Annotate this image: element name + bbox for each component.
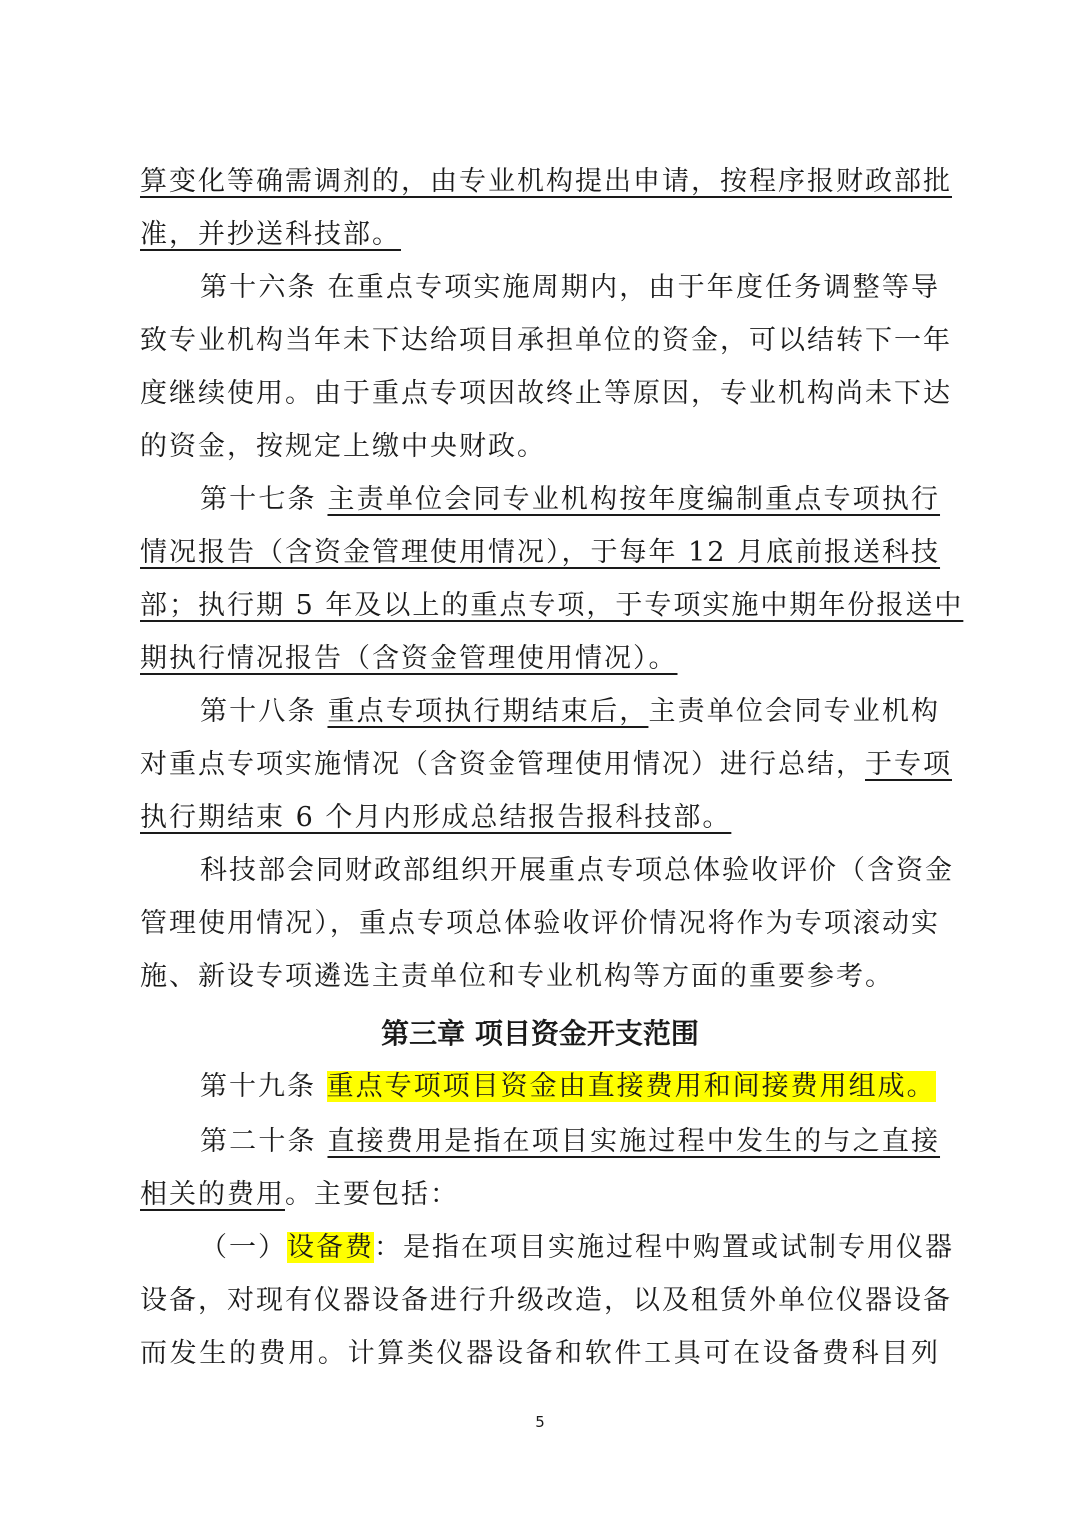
article-16-title: 第十六条: [200, 272, 317, 303]
paragraph-line: 管理使用情况），重点专项总体验收评价情况将作为专项滚动实: [140, 908, 940, 939]
chapter-heading: 第三章 项目资金开支范围: [381, 1017, 699, 1050]
highlighted-term: 设备费: [287, 1232, 374, 1263]
underlined-text: 算变化等确需调剂的，由专业机构提出申请，按程序报财政部批: [140, 166, 952, 197]
item-number: （一）: [200, 1232, 287, 1263]
document-page: [140, 157, 964, 1457]
paragraph-line: [140, 210, 940, 260]
article-17-title: 第十七条: [200, 484, 317, 515]
article-20-line: 第二十条 直接费用是指在项目实施过程中发生的与之直接: [200, 1126, 941, 1157]
article-17-line: 第十七条 主责单位会同专业机构按年度编制重点专项执行: [200, 484, 941, 515]
article-16-line: 致专业机构当年未下达给项目承担单位的资金，可以结转下一年: [140, 325, 952, 356]
item-1-line: 而发生的费用。计算类仪器设备和软件工具可在设备费科目列: [140, 1338, 940, 1369]
article-19-line: [200, 1062, 940, 1112]
article-18-line: 第十八条 重点专项执行期结束后，主责单位会同专业机构: [200, 696, 941, 727]
item-1-line: 设备，对现有仪器设备进行升级改造，以及租赁外单位仪器设备: [140, 1285, 952, 1316]
underlined-text: 准，并抄送科技部。: [140, 219, 401, 250]
article-19-title: 第十九条: [200, 1071, 316, 1102]
article-16-line: 度继续使用。由于重点专项因故终止等原因，专业机构尚未下达: [140, 378, 952, 409]
article-18-line: 执行期结束 6 个月内形成总结报告报科技部。: [140, 802, 732, 833]
item-1-line: （一）设备费：是指在项目实施过程中购置或试制专用仪器: [200, 1232, 954, 1263]
paragraph-line: 施、新设专项遴选主责单位和专业机构等方面的重要参考。: [140, 961, 894, 992]
article-20-title: 第二十条: [200, 1126, 317, 1157]
article-16-line: 第十六条 在重点专项实施周期内，由于年度任务调整等导: [200, 272, 941, 303]
article-17-line: 情况报告（含资金管理使用情况），于每年 12 月底前报送科技: [140, 537, 941, 568]
highlighted-text: 重点专项项目资金由直接费用和间接费用组成。: [326, 1071, 936, 1102]
paragraph-line: 科技部会同财政部组织开展重点专项总体验收评价（含资金: [200, 855, 954, 886]
article-18-title: 第十八条: [200, 696, 317, 727]
article-16-line: 的资金，按规定上缴中央财政。: [140, 431, 546, 462]
article-20-line: 相关的费用。主要包括：: [140, 1179, 459, 1210]
article-18-line: 对重点专项实施情况（含资金管理使用情况）进行总结，于专项: [140, 749, 952, 780]
page-number: 5: [535, 1413, 545, 1431]
article-17-line: 部；执行期 5 年及以上的重点专项，于专项实施中期年份报送中: [140, 590, 964, 621]
article-17-line: 期执行情况报告（含资金管理使用情况）。: [140, 643, 678, 674]
paragraph-line: [140, 157, 952, 207]
